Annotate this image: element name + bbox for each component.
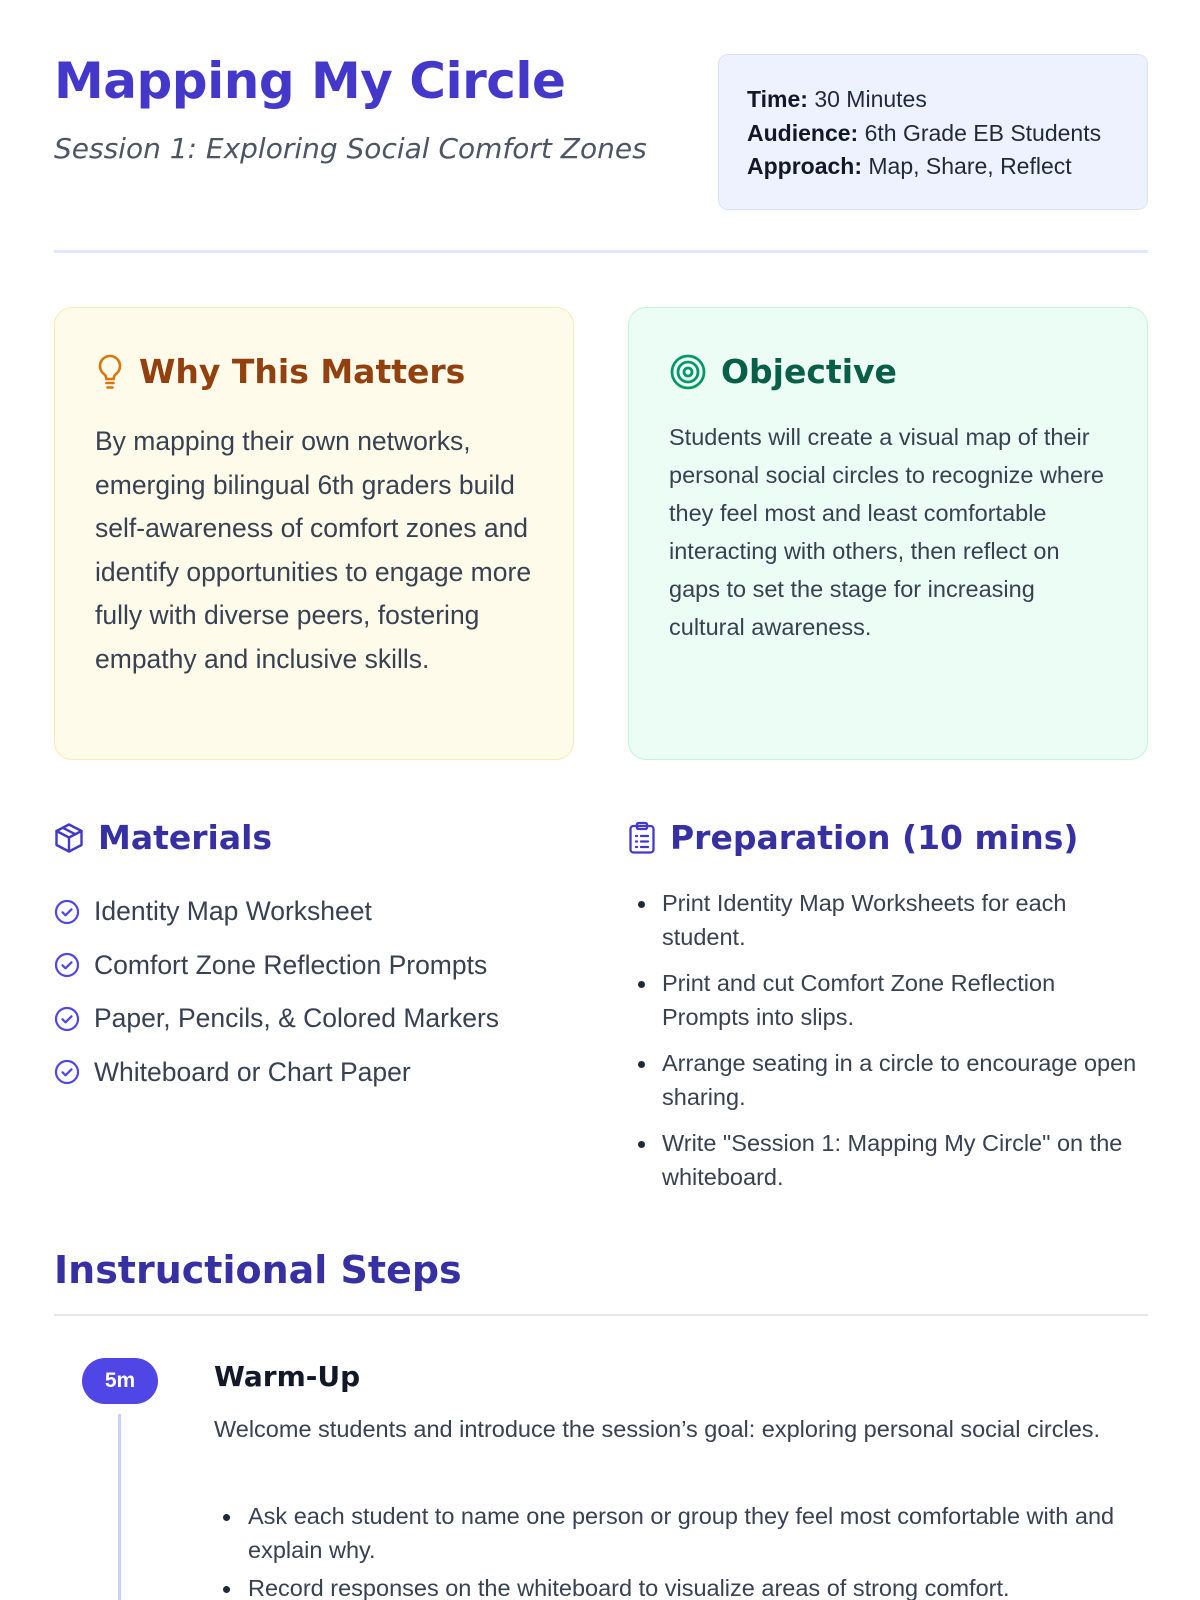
meta-time-label: Time: [747,86,808,112]
materials-item-label: Paper, Pencils, & Colored Markers [94,1003,500,1034]
step-bullet-list [214,1500,1148,1600]
meta-time [747,83,1119,117]
objective-card [628,307,1148,760]
preparation-item [630,1127,1148,1194]
preparation-item-text: Write "Session 1: Mapping My Circle" on the whiteboard. [662,1130,1123,1190]
step-timeline-line [118,1414,121,1600]
meta-approach-label: Approach: [747,153,862,179]
preparation-item [630,887,1148,954]
step-title: Warm-Up [214,1360,361,1393]
target-icon [669,353,707,391]
bullet [223,1514,230,1521]
preparation-heading: Preparation (10 mins) [670,818,1079,857]
meta-audience [747,117,1119,151]
meta-time-value: 30 Minutes [814,86,927,112]
materials-item [54,992,499,1046]
clipboard-icon [628,821,656,855]
preparation-item-text: Print Identity Map Worksheets for each student. [662,890,1067,950]
check-circle-icon [54,1059,80,1085]
bullet [638,981,645,988]
objective-card-header [669,352,897,391]
bullet [223,1586,230,1593]
why-card [54,307,574,760]
session-meta-box [718,54,1148,210]
bullet [638,1061,645,1068]
step-description: Welcome students and introduce the session’s goal: exploring personal social circles. [214,1416,1101,1442]
header-divider [54,250,1148,253]
check-circle-icon [54,899,80,925]
step-bullet-text: Record responses on the whiteboard to visualize areas of strong comfort. [248,1575,1010,1600]
materials-item [54,939,499,993]
steps-divider [54,1314,1148,1316]
bullet [638,901,645,908]
page-title: Mapping My Circle [54,52,566,110]
bullet [638,1141,645,1148]
check-circle-icon [54,1006,80,1032]
step-bullet [214,1572,1148,1600]
page-subtitle: Session 1: Exploring Social Comfort Zones [54,132,647,165]
preparation-header [628,818,1078,857]
meta-approach [747,150,1119,184]
meta-audience-label: Audience: [747,119,859,146]
box-icon [54,822,84,854]
preparation-list [630,887,1148,1207]
check-circle-icon [54,952,80,978]
objective-card-text: Students will create a visual map of their personal social circles to recognize where they feel most and least comfortable interacting with others, then reflect on gaps to set the stage for increasing cultural awareness. [669,424,1104,640]
meta-approach-value: Map, Share, Reflect [868,153,1072,179]
step-bullet-text: Ask each student to name one person or group they feel most comfortable with and explain why. [248,1503,1115,1563]
preparation-item-text: Arrange seating in a circle to encourage open sharing. [662,1050,1137,1110]
meta-audience-value: 6th Grade EB Students [864,119,1102,146]
lesson-plan-page [54,0,1148,1600]
materials-list [54,885,499,1099]
why-card-text: By mapping their own networks, emerging bilingual 6th graders build self-awareness of comfort zones and identify opportunities to engage more fully with diverse peers, fostering empathy and inclusive skills. [95,426,532,674]
objective-card-heading: Objective [721,352,897,391]
materials-item-label: Whiteboard or Chart Paper [94,1056,411,1087]
why-card-heading: Why This Matters [139,352,466,391]
materials-heading: Materials [98,818,273,857]
materials-item-label: Identity Map Worksheet [94,896,372,927]
materials-item [54,885,499,939]
lightbulb-icon [95,353,125,391]
preparation-item-text: Print and cut Comfort Zone Reflection Prompts into slips. [662,970,1056,1030]
steps-heading: Instructional Steps [54,1248,462,1292]
step-bullet [214,1500,1148,1567]
preparation-item [630,967,1148,1034]
step-time-badge: 5m [82,1358,158,1404]
preparation-item [630,1047,1148,1114]
materials-item-label: Comfort Zone Reflection Prompts [94,949,488,980]
materials-header [54,818,272,857]
why-card-header [95,352,465,391]
materials-item [54,1046,499,1100]
